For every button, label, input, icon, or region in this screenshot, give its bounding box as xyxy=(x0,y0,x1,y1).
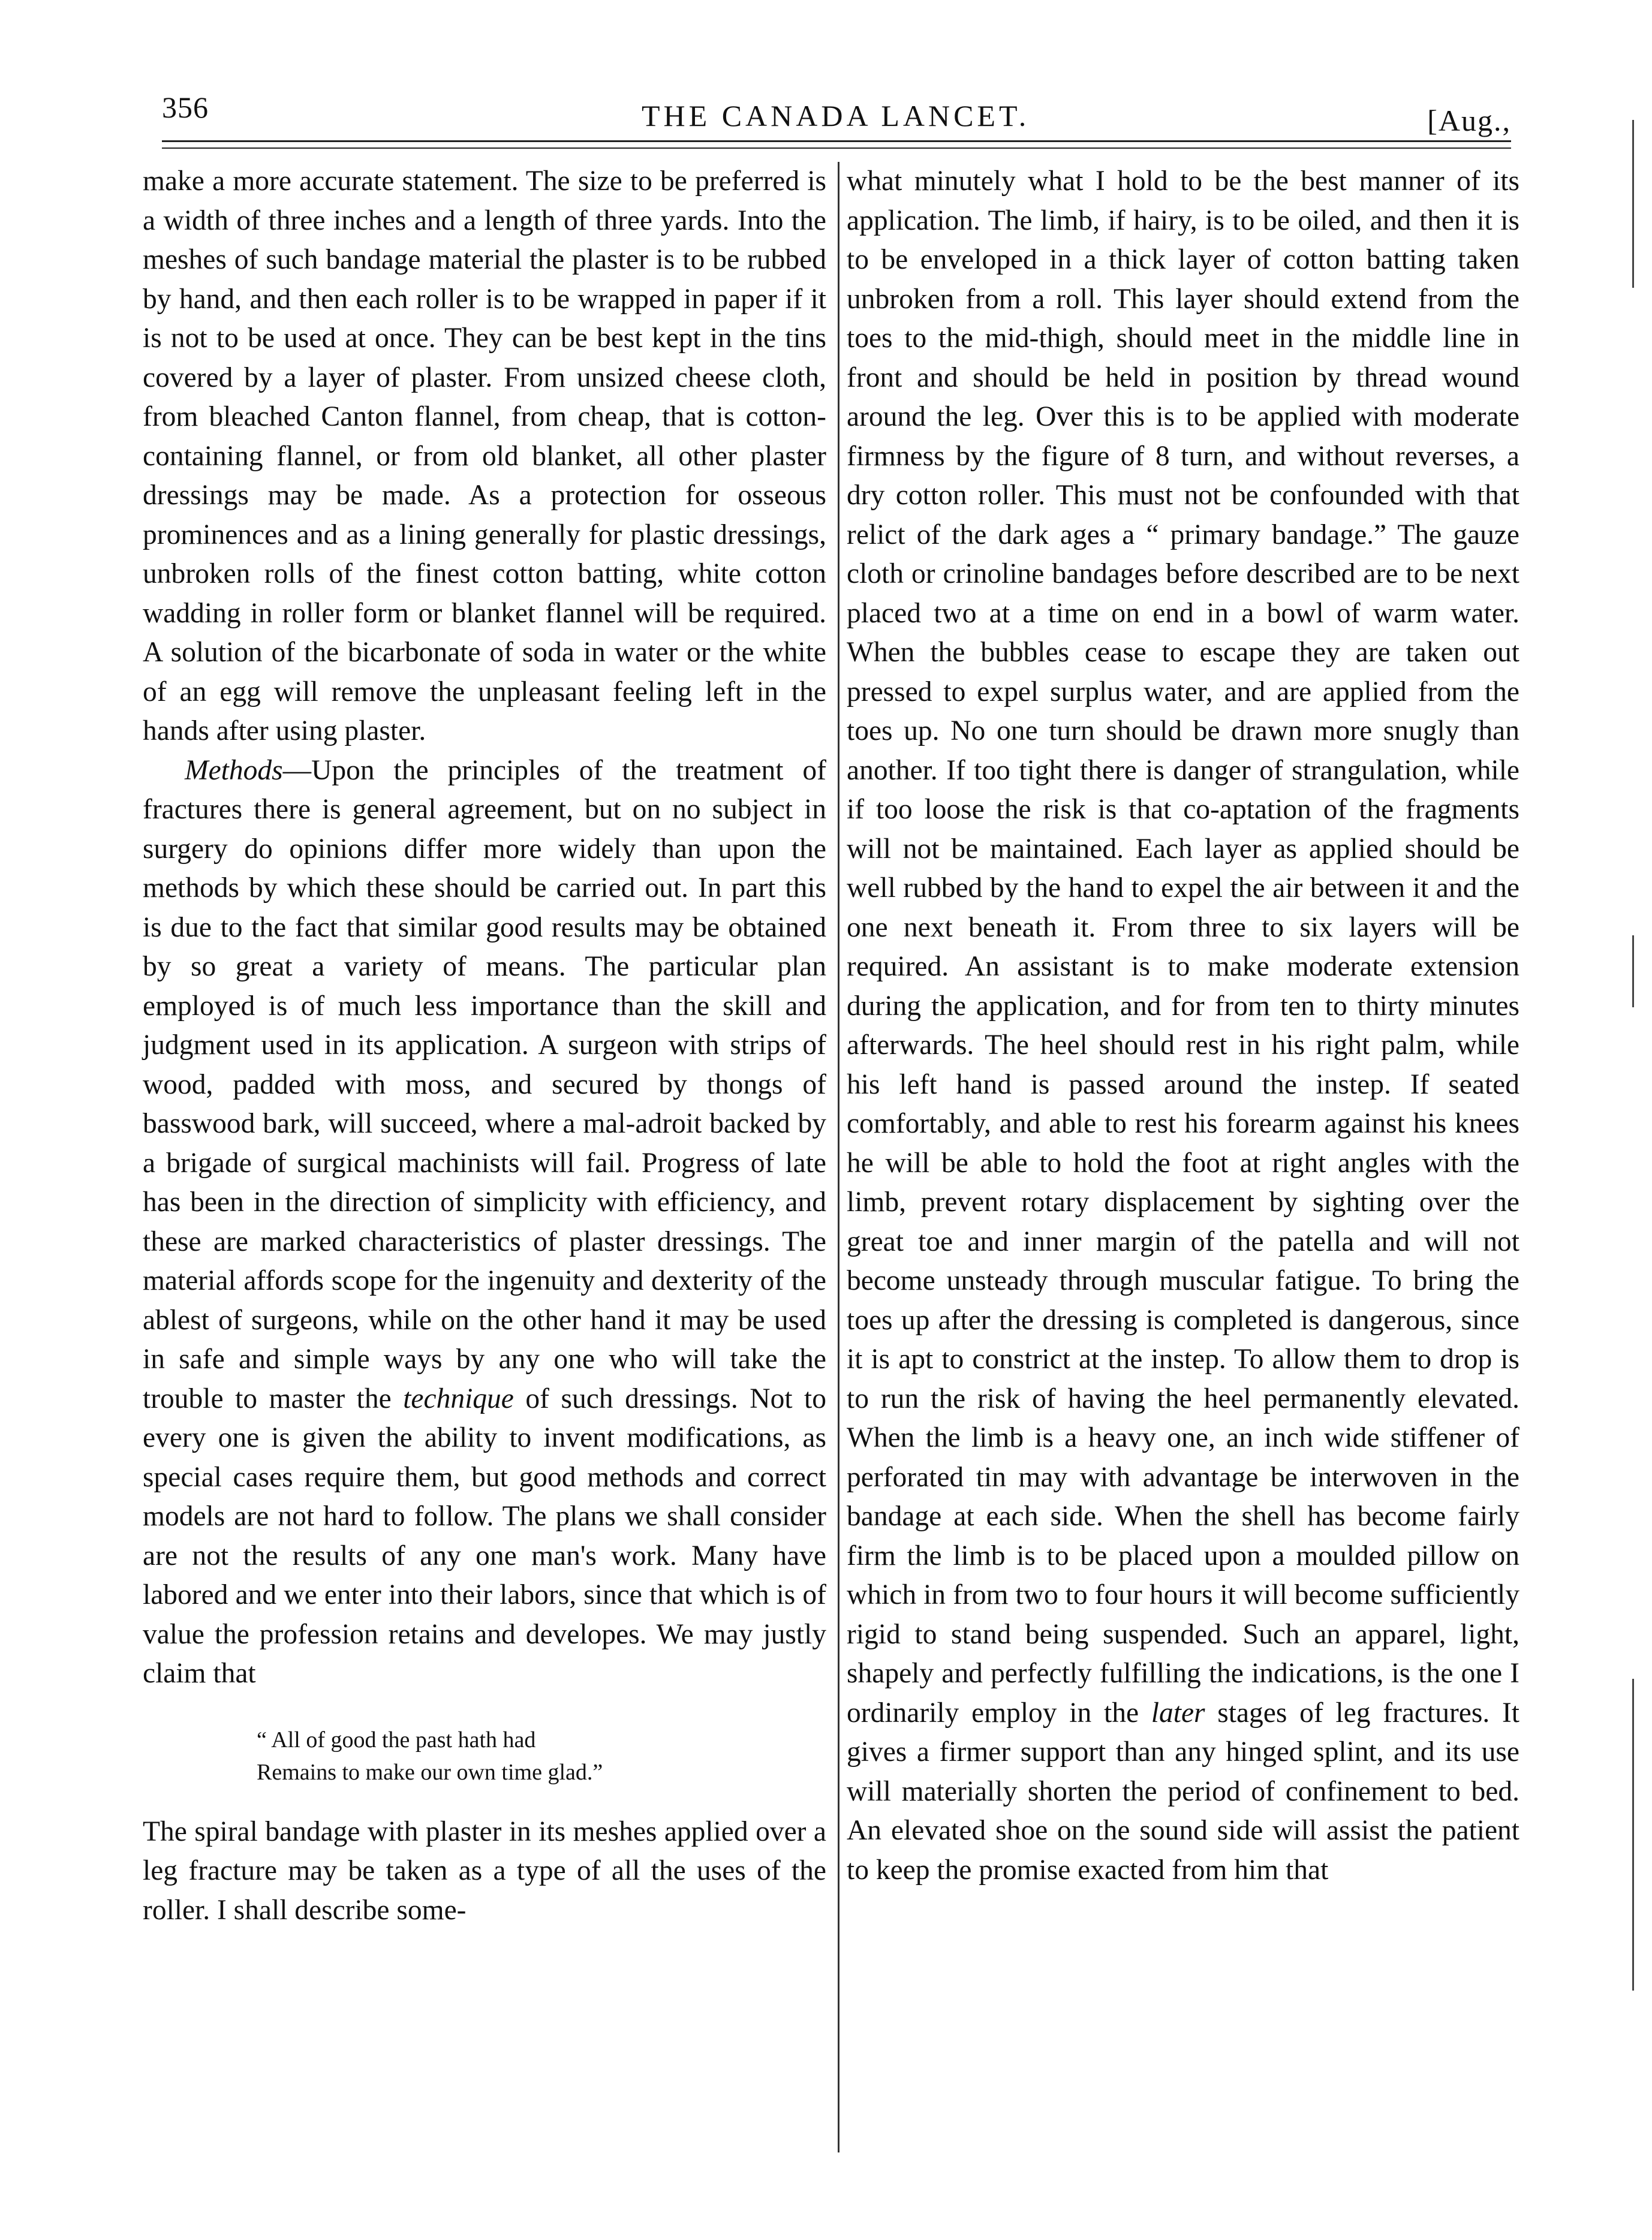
journal-title: THE CANADA LANCET. xyxy=(642,99,1030,133)
header-rule-top xyxy=(162,140,1511,142)
issue-month: [Aug., xyxy=(1427,104,1511,137)
verse-quotation xyxy=(257,1724,826,1789)
page-edge-mark xyxy=(1632,935,1634,1007)
methods-body-part-1: —Upon the principles of the treatment of fractures there is general agreement, but on no subject in surgery do opinions differ more widely than upon the methods by which these should be carried out. In part this is due to the fact that similar good results may be obtained by so great a variety of means. The particular plan employed is of much less importance than the skill and judgment used in its application. A surgeon with strips of wood, padded with moss, and secured by thongs of basswood bark, will succeed, where a mal-adroit backed by a brigade of surgical machinists will fail. Progress of late has been in the direction of simplicity with efficiency, and these are marked characteristics of plaster dressings. The material affords scope for the ingenuity and dexterity of the ablest of surgeons, while on the other hand it may be used in safe and simple ways by any one who will take the trouble to master the xyxy=(143,754,826,1414)
page-number: 356 xyxy=(162,91,209,124)
left-paragraph-1: make a more accurate statement. The size to be preferred is a width of three inches and a length of three yards. Into the meshes of such bandage material the plaster is to be rubbed by hand, and then each roller is to be wrapped in paper if it is not to be used at once. They can be best kept in the tins covered by a layer of plaster. From unsized cheese cloth, from bleached Canton flannel, from cheap, that is cotton-containing flannel, or from old blanket, all other plaster dressings may be made. As a protection for osseous prominences and as a lining generally for plastic dressings, unbroken rolls of the finest cotton batting, white cotton wadding in roller form or blanket flannel will be required. A solution of the bicarbonate of soda in water or the white of an egg will remove the unpleasant feeling left in the hands after using plaster. xyxy=(143,165,826,746)
verse-line-1: “ All of good the past hath had xyxy=(257,1727,536,1753)
page-edge-mark xyxy=(1632,120,1634,288)
later-italic: later xyxy=(1151,1697,1205,1729)
left-column xyxy=(143,162,826,1930)
running-header xyxy=(162,90,1511,138)
column-divider xyxy=(838,162,839,2152)
page-edge-mark xyxy=(1632,1679,1634,1991)
right-body-part-2: stages of leg fractures. It gives a firmer support than any hinged splint, and its use will materially shorten the period of confinement to bed. An elevated shoe on the sound side will assist the patient to keep the promise exacted from him that xyxy=(847,1697,1519,1886)
technique-italic: technique xyxy=(403,1383,514,1414)
methods-body-part-2: of such dressings. Not to every one is given the ability to invent modifications, as special cases require them, but good methods and correct models are not hard to follow. The plans we shall consider are not the results of any one man's work. Many have labored and we enter into their labors, since that which is of value the profession retains and developes. We may justly claim that xyxy=(143,1383,826,1689)
methods-run-in-heading: Methods xyxy=(185,754,283,786)
header-rule-bottom xyxy=(162,147,1511,149)
verse-line-2: Remains to make our own time glad.” xyxy=(257,1759,603,1785)
right-paragraph-1 xyxy=(847,162,1519,1890)
right-body-part-1: what minutely what I hold to be the best manner of its application. The limb, if hairy, is to be oiled, and then it is to be enveloped in a thick layer of cotton batting taken unbroken from a roll. This layer should extend from the toes to the mid-thigh, should meet in the middle line in front and should be held in position by thread wound around the leg. Over this is to be applied with moderate firmness by the figure of 8 turn, and without reverses, a dry cotton roller. This must not be confounded with that relict of the dark ages a “ primary bandage.” The gauze cloth or crinoline bandages before described are to be next placed two at a time on end in a bowl of warm water. When the bubbles cease to escape they are taken out pressed to expel surplus water, and are applied from the toes up. No one turn should be drawn more snugly than another. If too tight there is danger of strangulation, while if too loose the risk is that co-aptation of the fragments will not be maintained. Each layer as applied should be well rubbed by the hand to expel the air between it and the one next beneath it. From three to six layers will be required. An assistant is to make moderate extension during the application, and for from ten to thirty minutes afterwards. The heel should rest in his right palm, while his left hand is passed around the instep. If seated comfortably, and able to rest his forearm against his knees he will be able to hold the foot at right angles with the limb, prevent rotary displacement by sighting over the great toe and inner margin of the patella and will not become unsteady through muscular fatigue. To bring the toes up after the dressing is completed is dangerous, since it is apt to constrict at the instep. To allow them to drop is to run the risk of having the heel permanently elevated. When the limb is a heavy one, an inch wide stiffener of perforated tin may with advantage be interwoven in the bandage at each side. When the shell has become fairly firm the limb is to be placed upon a moulded pillow on which in from two to four hours it will become sufficiently rigid to stand being suspended. Such an apparel, light, shapely and perfectly fulfilling the indications, is the one I ordinarily employ in the xyxy=(847,165,1519,1729)
left-paragraph-methods xyxy=(143,751,826,1694)
left-paragraph-3: The spiral bandage with plaster in its meshes applied over a leg fracture may be taken as a type of all the uses of the roller. I shall describe some- xyxy=(143,1816,826,1926)
right-column xyxy=(847,162,1519,1890)
